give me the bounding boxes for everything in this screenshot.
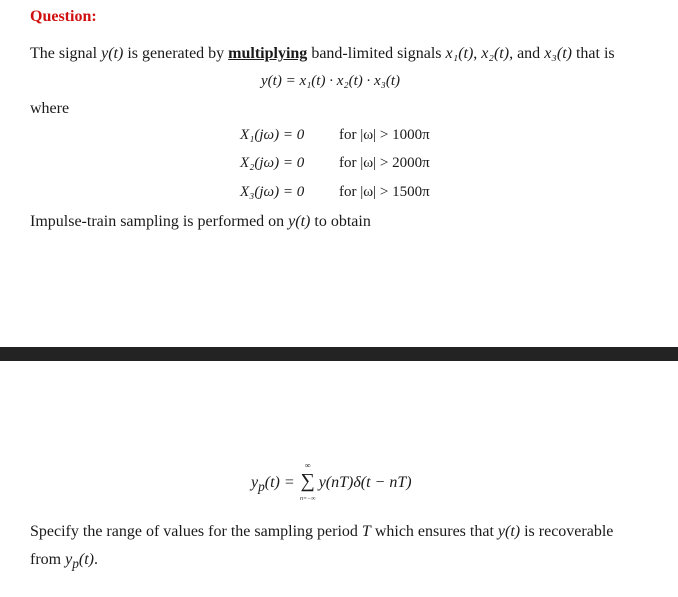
intro-text-3: band-limited signals [307, 45, 446, 62]
condition-1-lhs-text: X₁(jω) = 0 [240, 127, 305, 143]
intro-text-2: is generated by [123, 45, 229, 62]
intro-emphasis: multiplying [228, 45, 308, 62]
condition-3-rhs: for |ω| > 1500π [339, 184, 430, 200]
main-equation-text: y(t) = x₁(t) · x₂(t) · x₃(t) [261, 73, 401, 89]
intro-x1: x₁ [445, 45, 459, 62]
sum-lhs-arg: (t) = [264, 474, 299, 491]
page-divider [0, 347, 678, 361]
sampling-equation [251, 461, 412, 502]
question-yp-arg: (t) [78, 551, 94, 568]
question-yp: y [65, 551, 73, 568]
main-equation [261, 73, 400, 90]
sum-lhs-sub: p [258, 479, 265, 495]
question-yp-sub: p [72, 556, 79, 572]
condition-2-lhs-text: X₂(jω) = 0 [240, 155, 305, 171]
intro-t: (t) [108, 45, 124, 62]
condition-2-rhs: for |ω| > 2000π [339, 155, 430, 171]
condition-3-lhs-text: X₃(jω) = 0 [240, 184, 305, 200]
question-line-2 [30, 551, 98, 572]
impulse-yt: y(t) [288, 213, 311, 230]
question-heading: Question: [30, 8, 97, 25]
intro-sep-1: , [473, 45, 482, 62]
intro-text-1: The signal [30, 45, 102, 62]
impulse-text-2: to obtain [310, 213, 371, 230]
intro-y: y [101, 45, 109, 62]
question-yt: y(t) [497, 523, 521, 540]
question-from: from [30, 551, 66, 568]
condition-1-lhs [240, 127, 304, 144]
intro-and: , and [509, 45, 545, 62]
question-text-3: is recoverable [520, 523, 614, 540]
intro-paragraph [30, 45, 615, 63]
where-label: where [30, 100, 70, 117]
intro-x3: x₃ [544, 45, 557, 62]
question-line-1 [30, 523, 613, 541]
question-T: T [361, 523, 371, 540]
question-period: . [94, 551, 98, 568]
condition-2-lhs [240, 155, 304, 172]
sum-upper-limit: ∞ [304, 461, 311, 470]
sum-lower-limit: n=−∞ [300, 496, 316, 502]
sum-rhs: y(nT)δ(t − nT) [318, 474, 412, 491]
condition-3-lhs [240, 184, 304, 201]
impulse-sentence [30, 213, 371, 231]
intro-x1-arg: (t) [458, 45, 474, 62]
summation-symbol [300, 461, 316, 502]
sum-lhs: y [251, 474, 259, 491]
intro-x2-arg: (t) [493, 45, 510, 62]
question-text-1: Specify the range of values for the sampling period [30, 523, 362, 540]
condition-1-rhs: for |ω| > 1000π [339, 127, 430, 143]
question-text-2: which ensures that [370, 523, 498, 540]
intro-x3-arg: (t) [556, 45, 572, 62]
sigma-icon: ∑ [300, 470, 315, 492]
intro-x2: x₂ [481, 45, 494, 62]
intro-tail: that is [571, 45, 615, 62]
impulse-text-1: Impulse-train sampling is performed on [30, 213, 289, 230]
